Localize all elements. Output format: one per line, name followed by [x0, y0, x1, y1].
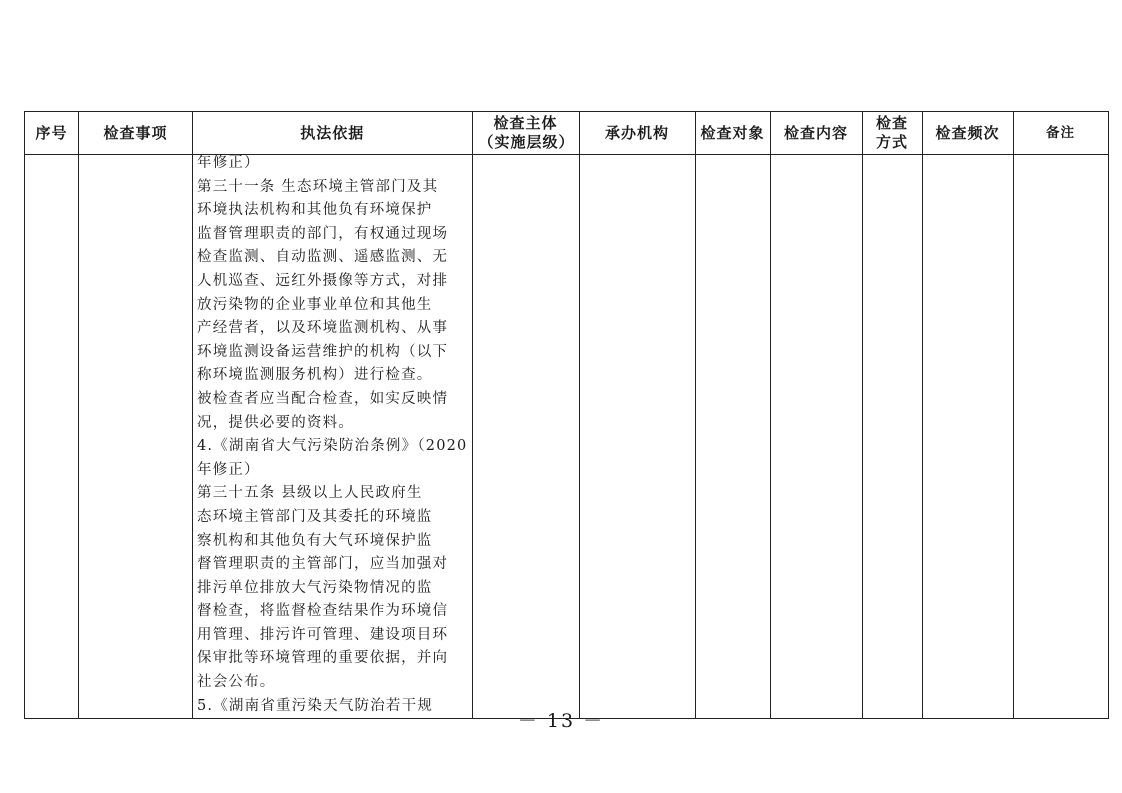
header-remarks: 备注	[1013, 112, 1108, 155]
basis-line: 社会公布。	[197, 674, 276, 691]
cell-method	[862, 155, 922, 719]
basis-line: 环境监测设备运营维护的机构（以下	[197, 343, 449, 360]
basis-line: 放污染物的企业事业单位和其他生	[197, 296, 433, 313]
header-basis: 执法依据	[193, 112, 473, 155]
basis-line: 第三十一条 生态环境主管部门及其	[197, 178, 439, 195]
basis-line: 排污单位排放大气污染物情况的监	[197, 579, 433, 596]
basis-line: 督管理职责的主管部门，应当加强对	[197, 556, 449, 573]
cell-remarks	[1013, 155, 1108, 719]
cell-basis	[193, 155, 473, 719]
basis-line: 4.《湖南省大气污染防治条例》（2020	[197, 438, 468, 455]
cell-seq	[25, 155, 79, 719]
header-seq: 序号	[25, 112, 79, 155]
cell-content	[770, 155, 862, 719]
cell-item	[79, 155, 193, 719]
inspection-table	[24, 111, 1109, 719]
header-object: 检查对象	[695, 112, 770, 155]
page-number: － 13 －	[517, 710, 605, 732]
basis-line: 况，提供必要的资料。	[197, 414, 354, 431]
basis-line: 称环境监测服务机构）进行检查。	[197, 367, 433, 384]
cell-object	[695, 155, 770, 719]
basis-line: 检查监测、自动监测、遥感监测、无	[197, 249, 449, 266]
basis-line: 产经营者，以及环境监测机构、从事	[197, 320, 449, 337]
basis-line: 年修正）	[197, 155, 260, 171]
header-method: 检查方式	[862, 112, 922, 155]
basis-line: 年修正）	[197, 461, 260, 478]
basis-line: 第三十五条 县级以上人民政府生	[197, 485, 423, 502]
cell-subject	[472, 155, 579, 719]
basis-line: 察机构和其他负有大气环境保护监	[197, 532, 433, 549]
basis-line: 用管理、排污许可管理、建设项目环	[197, 626, 449, 643]
header-agency: 承办机构	[579, 112, 695, 155]
basis-line: 态环境主管部门及其委托的环境监	[197, 508, 433, 525]
basis-line: 保审批等环境管理的重要依据，并向	[197, 650, 449, 667]
cell-frequency	[922, 155, 1013, 719]
basis-line: 督检查，将监督检查结果作为环境信	[197, 603, 449, 620]
basis-line: 人机巡查、远红外摄像等方式，对排	[197, 272, 449, 289]
header-row	[25, 112, 1109, 155]
header-frequency: 检查频次	[922, 112, 1013, 155]
header-subject: 检查主体（实施层级）	[472, 112, 579, 155]
basis-line: 被检查者应当配合检查，如实反映情	[197, 390, 449, 407]
cell-agency	[579, 155, 695, 719]
basis-line: 5.《湖南省重污染天气防治若干规	[197, 697, 434, 714]
table-row	[25, 155, 1109, 719]
header-content: 检查内容	[770, 112, 862, 155]
header-item: 检查事项	[79, 112, 193, 155]
basis-line: 环境执法机构和其他负有环境保护	[197, 202, 433, 219]
basis-line: 监督管理职责的部门，有权通过现场	[197, 225, 449, 242]
